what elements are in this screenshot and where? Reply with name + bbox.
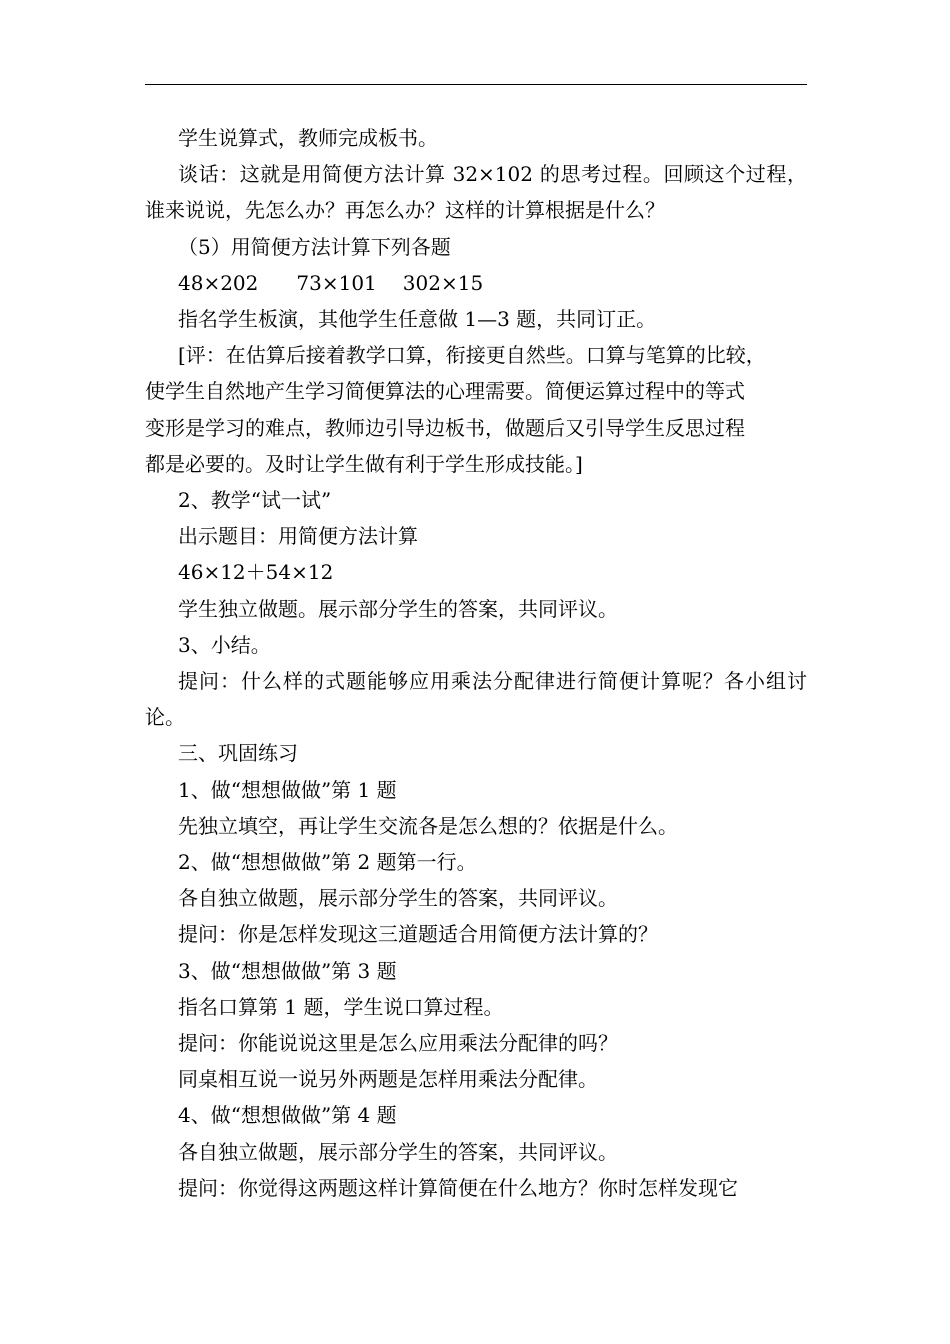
document-body bbox=[145, 120, 807, 1206]
commentary-line: [评：在估算后接着教学口算，衔接更自然些。口算与笔算的比较， bbox=[178, 343, 766, 368]
section-heading: 三、巩固练习 bbox=[178, 741, 298, 766]
commentary-line: 变形是学习的难点，教师边引导边板书，做题后又引导学生反思过程 bbox=[145, 415, 745, 440]
commentary-line: 都是必要的。及时让学生做有利于学生形成技能。] bbox=[145, 451, 583, 476]
paragraph: 先独立填空，再让学生交流各是怎么想的？依据是什么。 bbox=[178, 813, 678, 838]
commentary-block bbox=[145, 337, 807, 482]
paragraph: 出示题目：用简便方法计算 bbox=[178, 524, 418, 549]
section-heading: 1、做“想想做做”第 1 题 bbox=[178, 777, 397, 802]
paragraph: 同桌相互说一说另外两题是怎样用乘法分配律。 bbox=[178, 1067, 598, 1092]
paragraph: 提问：你是怎样发现这三道题适合用简便方法计算的？ bbox=[178, 922, 658, 947]
paragraph: 学生说算式，教师完成板书。 bbox=[178, 126, 438, 150]
paragraph: 各自独立做题，展示部分学生的答案，共同评议。 bbox=[178, 886, 618, 911]
paragraph: 提问：你觉得这两题这样计算简便在什么地方？你时怎样发现它 bbox=[178, 1175, 738, 1200]
exercise-item: 48×202 bbox=[178, 270, 259, 295]
section-heading: 4、做“想想做做”第 4 题 bbox=[178, 1103, 397, 1128]
commentary-line: 使学生自然地产生学习简便算法的心理需要。简便运算过程中的等式 bbox=[145, 379, 745, 404]
paragraph: 指名口算第 1 题，学生说口算过程。 bbox=[178, 994, 504, 1019]
exercise-item: 302×15 bbox=[402, 270, 484, 295]
exercise-list bbox=[145, 265, 807, 301]
exercise-item: 73×101 bbox=[296, 270, 377, 295]
section-heading: 3、做“想想做做”第 3 题 bbox=[178, 958, 397, 983]
section-heading: 2、教学“试一试” bbox=[178, 488, 332, 513]
paragraph: 提问：什么样的式题能够应用乘法分配律进行简便计算呢？各小组讨论。 bbox=[145, 669, 807, 730]
paragraph: 各自独立做题，展示部分学生的答案，共同评议。 bbox=[178, 1139, 618, 1164]
header-rule bbox=[145, 84, 807, 85]
paragraph: 提问：你能说说这里是怎么应用乘法分配律的吗？ bbox=[178, 1031, 618, 1056]
section-heading: 2、做“想想做做”第 2 题第一行。 bbox=[178, 850, 477, 875]
paragraph: 学生独立做题。展示部分学生的答案，共同评议。 bbox=[178, 596, 618, 621]
paragraph: 指名学生板演，其他学生任意做 1—3 题，共同订正。 bbox=[178, 307, 657, 332]
section-heading: 3、小结。 bbox=[178, 632, 271, 657]
equation: 46×12＋54×12 bbox=[178, 560, 334, 585]
paragraph: 谈话：这就是用简便方法计算 32×102 的思考过程。回顾这个过程，谁来说说，先怎么办？再怎么办？这样的计算根据是什么？ bbox=[145, 162, 807, 223]
paragraph: （5）用简便方法计算下列各题 bbox=[178, 234, 451, 259]
